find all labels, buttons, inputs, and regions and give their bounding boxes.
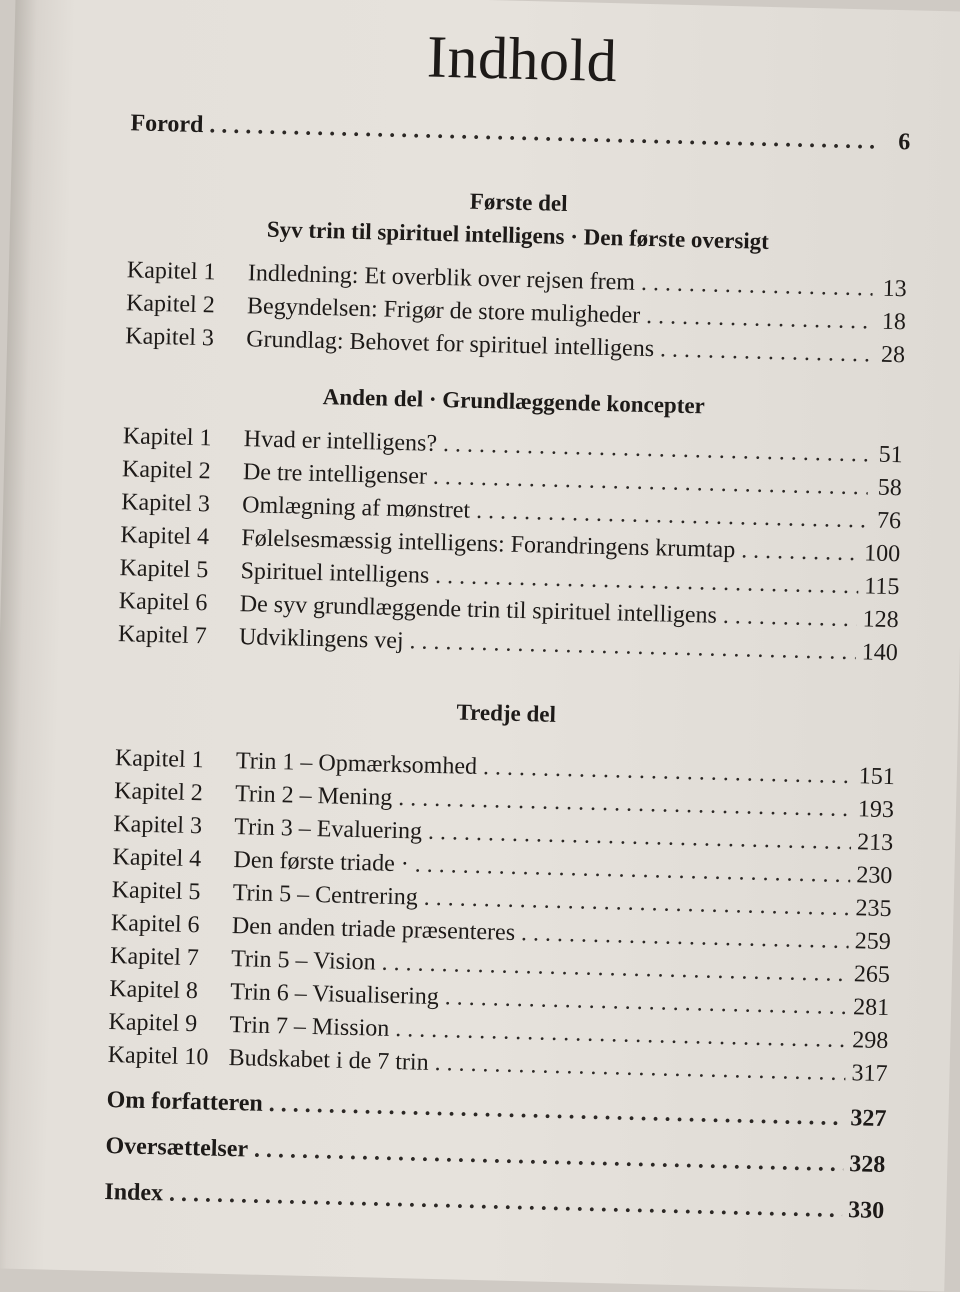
dot-leader xyxy=(646,300,872,339)
entry-title: Omlægning af mønstret xyxy=(241,492,471,524)
entry-page: 193 xyxy=(857,796,895,824)
entry-page: 13 xyxy=(882,275,908,303)
chapter-number: Kapitel 2 xyxy=(125,290,216,319)
page-title: Indhold xyxy=(426,23,619,95)
chapter-number: Kapitel 6 xyxy=(110,910,200,939)
entry-page: 265 xyxy=(853,961,891,989)
entry-title: Begyndelsen: Frigør de store muligheder xyxy=(246,293,641,329)
part-subheading: Syv trin til spirituel intelligens · Den første oversigt xyxy=(266,216,770,254)
chapter-list xyxy=(107,742,895,1091)
entry-page: 76 xyxy=(876,507,902,535)
dot-leader xyxy=(254,1134,844,1181)
chapter-number: Kapitel 3 xyxy=(120,489,211,518)
entry-title: Trin 5 – Centrering xyxy=(232,880,419,911)
entry-page: 328 xyxy=(848,1151,886,1179)
dot-leader xyxy=(741,534,859,570)
chapter-number: Kapitel 8 xyxy=(109,976,199,1005)
dot-leader xyxy=(169,1178,843,1227)
entry-page: 100 xyxy=(863,540,901,568)
chapter-number: Kapitel 5 xyxy=(111,877,201,906)
entry-page: 330 xyxy=(847,1197,885,1225)
dot-leader xyxy=(641,267,874,306)
entry-page: 327 xyxy=(850,1105,887,1133)
toc-entry xyxy=(104,1176,885,1228)
entry-page: 259 xyxy=(854,928,892,956)
chapter-number: Kapitel 7 xyxy=(117,621,207,650)
entry-page: 151 xyxy=(858,763,896,791)
part-heading: Tredje del xyxy=(456,699,557,727)
chapter-number: Kapitel 1 xyxy=(122,423,212,452)
chapter-list xyxy=(125,254,907,372)
entry-page: 213 xyxy=(856,829,894,857)
entry-title: Spirituel intelligens xyxy=(240,558,430,589)
chapter-number: Kapitel 3 xyxy=(124,323,215,352)
chapter-number: Kapitel 2 xyxy=(113,778,204,807)
entry-title: De tre intelligenser xyxy=(242,459,428,490)
chapter-number: Kapitel 6 xyxy=(118,588,208,617)
chapter-list xyxy=(118,420,903,670)
entry-page: 230 xyxy=(856,862,893,890)
entry-page: 6 xyxy=(897,129,911,156)
entry-title: Om forfatteren xyxy=(106,1087,264,1117)
chapter-number: Kapitel 2 xyxy=(121,456,211,485)
entry-page: 140 xyxy=(861,639,899,667)
entry-title: Forord xyxy=(130,110,204,139)
dot-leader xyxy=(660,333,872,371)
chapter-number: Kapitel 4 xyxy=(120,522,210,551)
entry-page: 58 xyxy=(877,474,903,502)
entry-page: 281 xyxy=(852,994,890,1022)
entry-title: Trin 5 – Vision xyxy=(230,946,377,976)
chapter-number: Kapitel 3 xyxy=(113,811,203,840)
chapter-number: Kapitel 1 xyxy=(126,257,216,286)
entry-title: Udviklingens vej xyxy=(238,624,404,655)
entry-page: 51 xyxy=(878,441,903,469)
entry-page: 235 xyxy=(855,895,892,923)
entry-title: Den første triade · xyxy=(233,847,410,878)
entry-title: Trin 7 – Mission xyxy=(229,1011,390,1042)
chapter-number: Kapitel 7 xyxy=(109,943,200,972)
entry-title: Budskabet i de 7 trin xyxy=(228,1044,429,1076)
entry-title: Den anden triade præsenteres xyxy=(231,913,516,946)
part-heading: Anden del · Grundlæggende koncepter xyxy=(322,384,706,419)
entry-title: Trin 6 – Visualisering xyxy=(230,979,440,1011)
chapter-number: Kapitel 10 xyxy=(107,1042,209,1071)
chapter-number: Kapitel 4 xyxy=(112,844,202,873)
entry-page: 18 xyxy=(881,308,907,336)
entry-title: Oversættelser xyxy=(105,1133,249,1163)
chapter-number: Kapitel 1 xyxy=(114,745,204,774)
table-of-contents xyxy=(104,13,913,1241)
part-heading: Første del xyxy=(469,188,568,217)
chapter-number: Kapitel 9 xyxy=(108,1009,198,1038)
entry-title: Indledning: Et overblik over rejsen frem xyxy=(247,260,636,296)
entry-title: Følelsesmæssig intelligens: Forandringens krumtap xyxy=(241,525,736,564)
entry-title: De syv grundlæggende trin til spirituel intelligens xyxy=(239,591,718,629)
back-matter-list xyxy=(104,1084,887,1228)
entry-title: Hvad er intelligens? xyxy=(243,426,438,457)
entry-title: Index xyxy=(104,1178,164,1207)
entry-page: 115 xyxy=(863,573,900,601)
toc-entry xyxy=(105,1130,886,1182)
entry-page: 298 xyxy=(852,1027,889,1055)
chapter-number: Kapitel 5 xyxy=(119,555,209,584)
entry-title: Trin 3 – Evaluering xyxy=(234,814,423,845)
entry-page: 128 xyxy=(862,606,899,634)
entry-page: 28 xyxy=(880,341,906,369)
dot-leader xyxy=(723,600,857,636)
entry-title: Trin 2 – Mening xyxy=(234,781,393,811)
entry-title: Grundlag: Behovet for spirituel intelligens xyxy=(245,326,655,363)
entry-page: 317 xyxy=(851,1060,888,1088)
entry-title: Trin 1 – Opmærksomhed xyxy=(235,748,478,780)
